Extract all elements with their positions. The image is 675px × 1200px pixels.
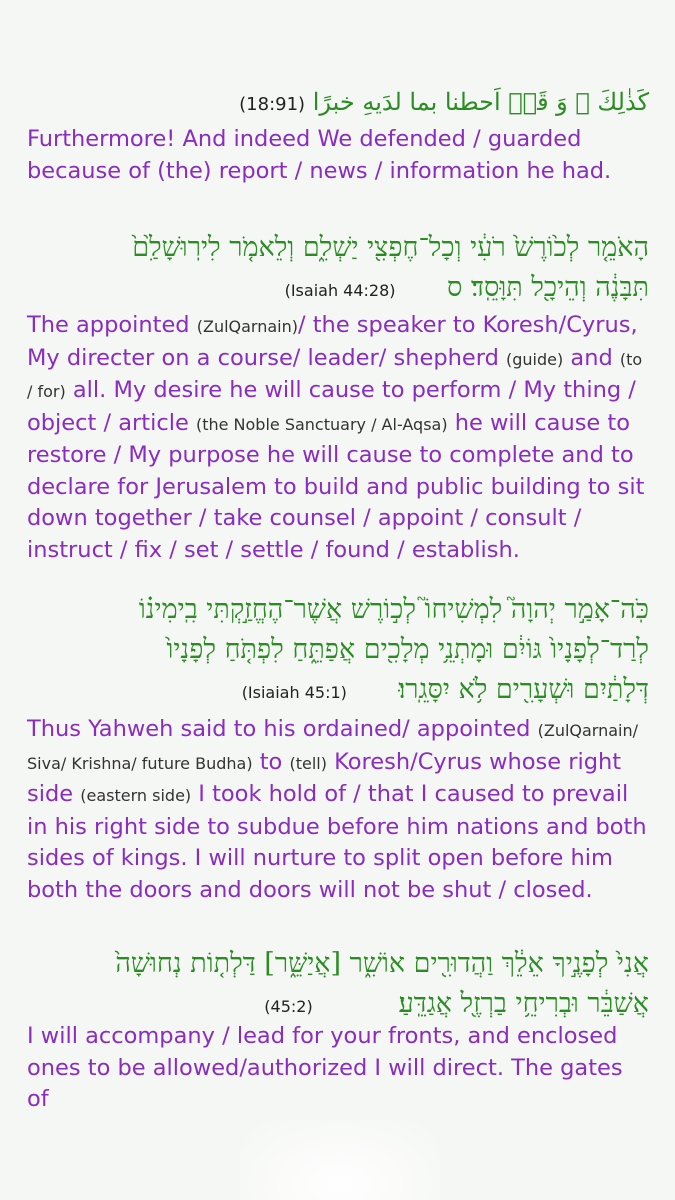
verse3-en-s2: (tell) — [289, 753, 327, 773]
verse3-hebrew-line3-row — [27, 670, 649, 713]
verse4-ref: (45:2) — [264, 997, 313, 1016]
verse4-hebrew-line2: אֲשַׁבֵּ֔ר וּבְרִיחֵ֥י בַרְזֶ֖ל אֲגַדֵּֽעַ׃ — [398, 988, 649, 1019]
verse3-hebrew — [27, 590, 649, 713]
verse2-ref: (Isaiah 44:28) — [284, 281, 396, 300]
bottom-fade-overlay — [240, 1120, 440, 1200]
verse2-en-s3: (to / for) — [27, 349, 643, 401]
verse1-arabic-text: كَذٰلِكَ ۖ وَ قَدۡ اَحطنا بما لدَيهِ خبرًا — [312, 88, 649, 116]
verse3-ref: (Isiaiah 45:1) — [241, 683, 347, 702]
verse3-en-t4: I took hold of / that I caused to prevail in his right side to subdue before him nations and both sides of kings. I will nurture to split open before him both the doors and doors will not be shut / closed. — [27, 781, 647, 903]
verse1-arabic — [27, 82, 649, 125]
verse3-english — [27, 714, 649, 906]
verse2-hebrew-line2: תִּבָּנֶ֔ה וְהֵיכָ֖ל תִּוָּסֵֽד׃ ס — [447, 272, 649, 303]
verse1-ref: (18:91) — [239, 94, 306, 115]
verse2-en-t1: The appointed — [27, 312, 197, 338]
verse2-en-t3: and — [563, 344, 620, 371]
verse3-en-t3: Koresh/Cyrus whose right side — [27, 748, 622, 807]
verse3-hebrew-line3: דְּלָתַ֔יִם וּשְׁעָרִ֖ים לֹ֥א יִסָּגֵֽרוּ׃ — [398, 674, 649, 705]
verse2-en-t5: he will cause to restore / My purpose he will cause to complete and to declare for Jerusalem to build and public building to sit down together / take counsel / appoint / consult / instruct / fix / set / settle / found / establish. — [27, 409, 645, 563]
verse3-en-s3: (eastern side) — [80, 786, 192, 805]
verse2-en-t2: / the speaker to Koresh/Cyrus, My directer on a course/ leader/ shepherd — [27, 312, 638, 371]
verse2-hebrew — [27, 228, 649, 311]
verse1-english: Furthermore! And indeed We defended / guarded because of (the) report / news / information he had. — [27, 126, 612, 184]
verse2-english — [27, 310, 649, 566]
verse3-hebrew-line2: לְרַד־לְפָנָיו֙ גּוֹיִ֔ם וּמָתְנֵ֥י מְלָכִ֖ים אֲפַתֵּ֑חַ לִפְתֹּ֤חַ לְפָנָיו֙ — [166, 634, 649, 665]
verse2-en-s4: (the Noble Sanctuary / Al-Aqsa) — [195, 414, 448, 434]
verse2-en-s1: (ZulQarnain) — [196, 317, 298, 336]
verse3-en-s1: (ZulQarnain/ Siva/ Krishna/ future Budha) — [27, 721, 639, 773]
verse3-en-t1: Thus Yahweh said to his ordained/ appointed — [27, 716, 538, 742]
verse4-english: I will accompany / lead for your fronts, and enclosed ones to be allowed/authorized I will direct. The gates of — [27, 1023, 623, 1112]
verse2-en-t4: all. My desire he will cause to perform / My thing / object / article — [27, 377, 636, 436]
verse4-hebrew — [27, 944, 649, 1027]
verse2-hebrew-line1: הָאֹמֵ֤ר לְכ֙וֹרֶשׁ֙ רֹעִ֔י וְכָל־חֶפְצִ֖י יַשְׁלִ֑ם וְלֵאמֹ֤ר לִירֽוּשָׁלִַ֙ם֙ — [132, 232, 649, 263]
verse2-hebrew-line2-row — [27, 268, 649, 311]
verse3-hebrew-line1: כֹּֽה־אָמַ֣ר יְהוָה֮ לִמְשִׁיחוֹ֮ לְכ֣וֹרֶשׁ אֲשֶׁר־הֶחֱזַ֣קְתִּי בִֽימִינ֗וֹ — [138, 594, 649, 625]
verse2-en-s2: (guide) — [506, 349, 564, 369]
verse3-en-t2: to — [252, 748, 290, 775]
verse4-hebrew-line1: אֲנִי֙ לְפָנֶ֣יךָ אֵלֵ֔ךְ וַהֲדוּרִ֖ים אוֹשִׁ֑ר [אֲיַשֵּׁ֑ר] דַּלְת֤וֹת נְחוּשָׁה֙ — [115, 948, 649, 979]
